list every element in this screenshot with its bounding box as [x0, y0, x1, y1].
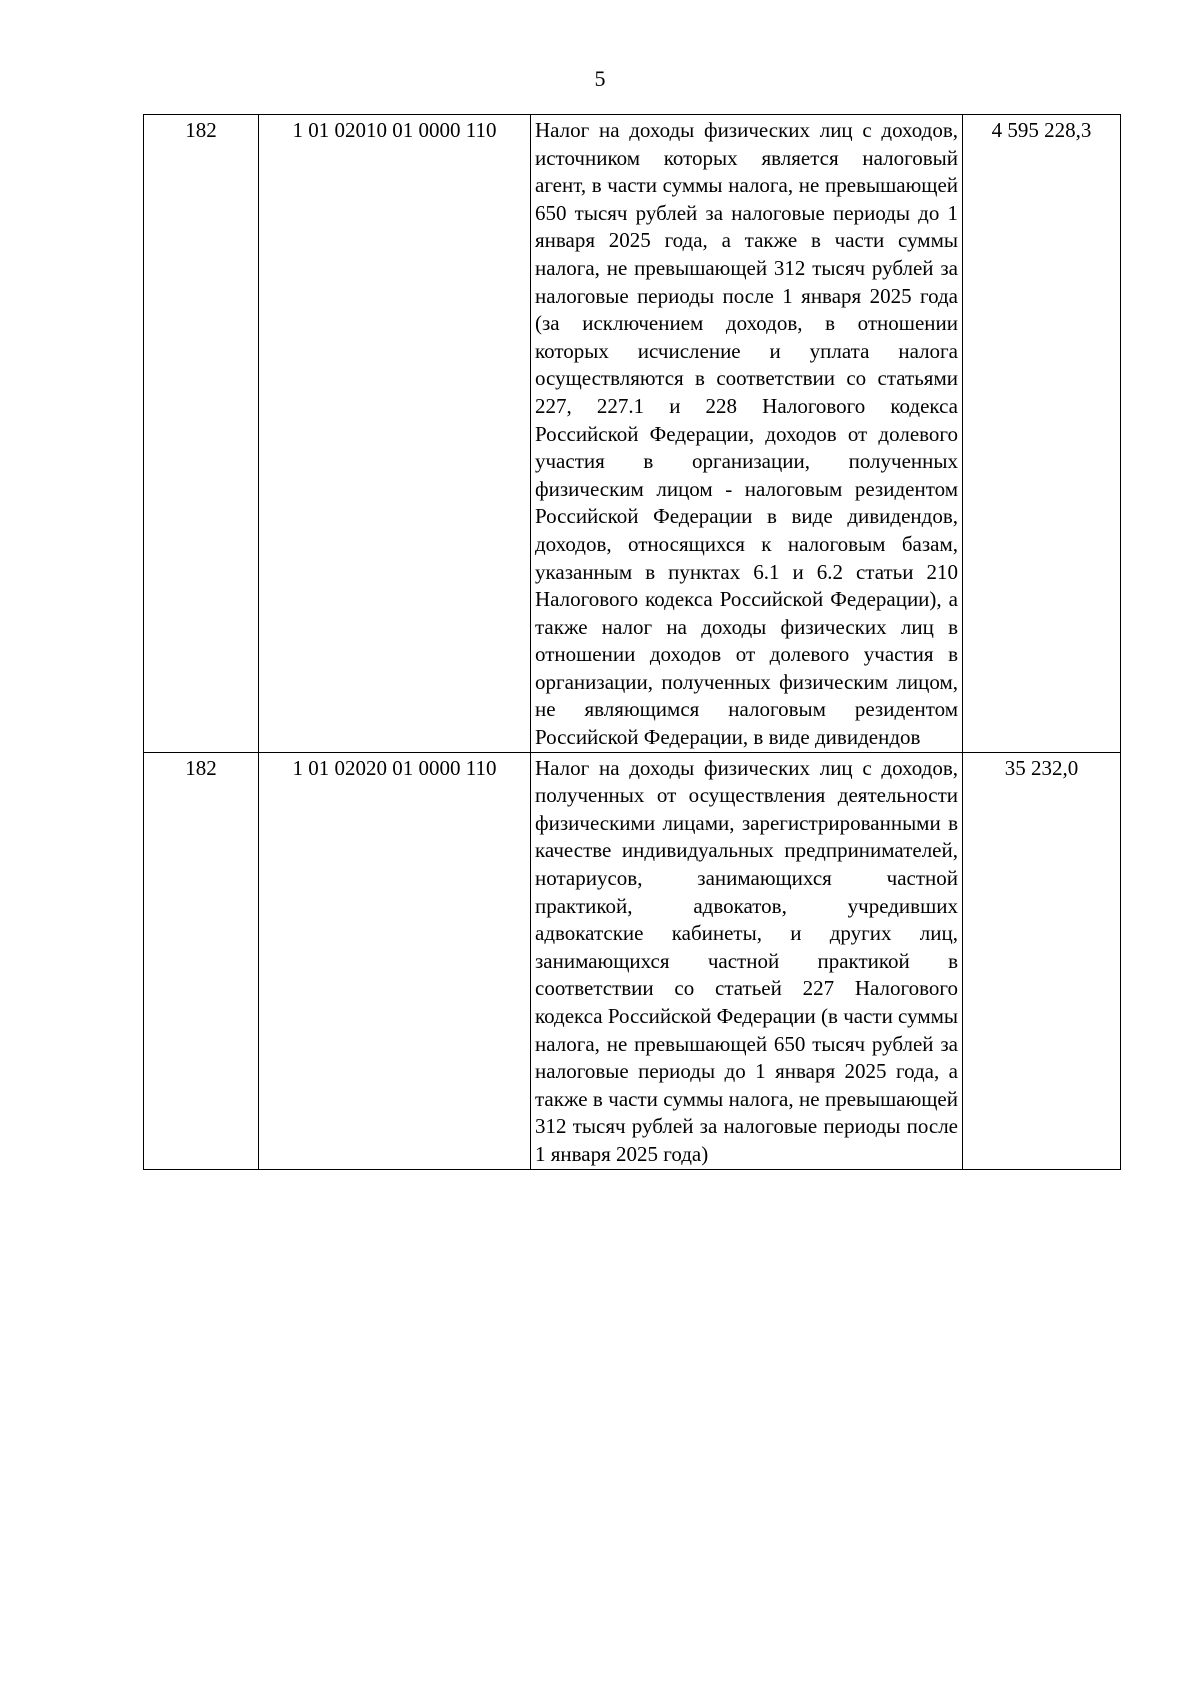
- page-number: 5: [594, 66, 606, 91]
- revenue-name-cell: Налог на доходы физических лиц с доходов, полученных от осуществления деятельности физическими лицами, зарегистрированными в качестве индивидуальных предпринимателей, нотариусов, занимающихся частной практикой, адвокатов, учредивших адвокатские кабинеты, и других лиц, занимающихся частной практикой в соответствии со статьей 227 Налогового кодекса Российской Федерации (в части суммы налога, не превышающей 650 тысяч рублей за налоговые периоды до 1 января 2025 года, а также в части суммы налога, не превышающей 312 тысяч рублей за налоговые периоды после 1 января 2025 года): [531, 752, 963, 1169]
- amount-cell: 4 595 228,3: [963, 115, 1121, 753]
- table-row: [144, 752, 1121, 1169]
- table-row: [144, 115, 1121, 753]
- revenue-name-cell: Налог на доходы физических лиц с доходов, источником которых является налоговый агент, в части суммы налога, не превышающей 650 тысяч рублей за налоговые периоды до 1 января 2025 года, а также в части суммы налога, не превышающей 312 тысяч рублей за налоговые периоды после 1 января 2025 года (за исключением доходов, в отношении которых исчисление и уплата налога осуществляются в соответствии со статьями 227, 227.1 и 228 Налогового кодекса Российской Федерации, доходов от долевого участия в организации, полученных физическим лицом - налоговым резидентом Российской Федерации в виде дивидендов, доходов, относящихся к налоговым базам, указанным в пунктах 6.1 и 6.2 статьи 210 Налогового кодекса Российской Федерации), а также налог на доходы физических лиц в отношении доходов от долевого участия в организации, полученных физическим лицом, не являющимся налоговым резидентом Российской Федерации, в виде дивидендов: [531, 115, 963, 753]
- kbk-code-cell: 1 01 02010 01 0000 110: [259, 115, 531, 753]
- revenue-table: [143, 114, 1121, 1170]
- amount-cell: 35 232,0: [963, 752, 1121, 1169]
- kbk-code-cell: 1 01 02020 01 0000 110: [259, 752, 531, 1169]
- admin-code-cell: 182: [144, 115, 259, 753]
- admin-code-cell: 182: [144, 752, 259, 1169]
